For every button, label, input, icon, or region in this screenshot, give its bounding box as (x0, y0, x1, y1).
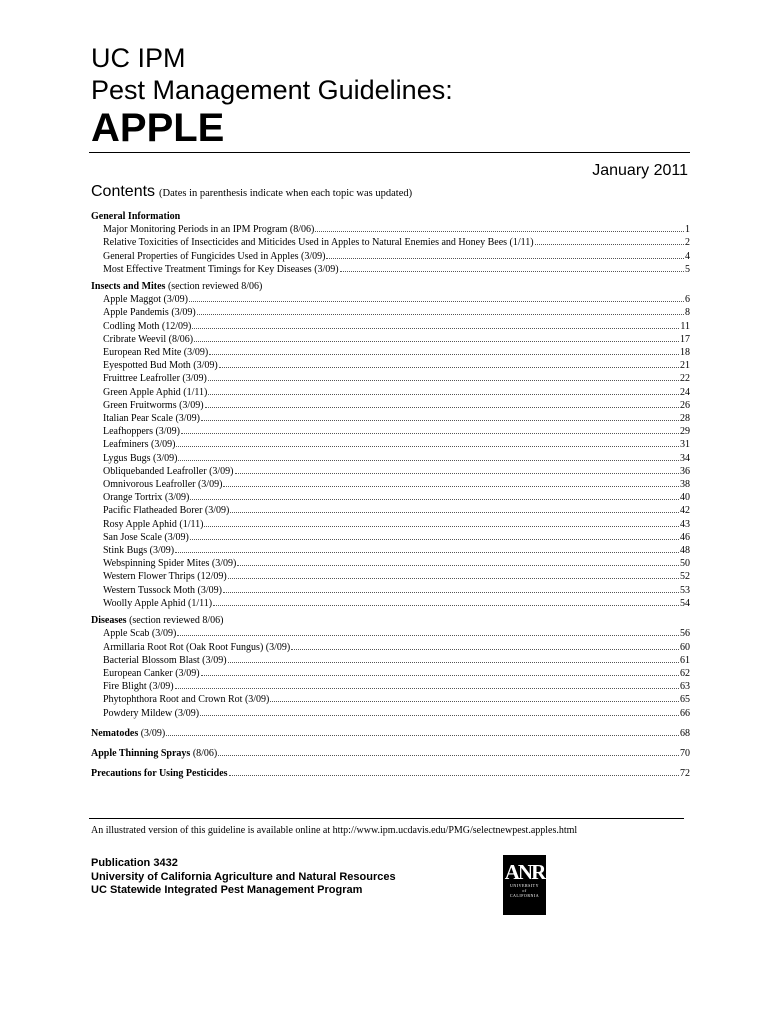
section-note: (section reviewed 8/06) (167, 281, 263, 293)
leader-dots (201, 667, 679, 676)
toc-entry-page: 66 (680, 707, 690, 719)
publication-number: Publication 3432 (91, 857, 178, 869)
toc-entry-page: 68 (680, 727, 690, 739)
toc-entry[interactable] (91, 518, 690, 531)
toc-section-heading (91, 280, 690, 293)
toc-entry-label: Stink Bugs (3/09) (103, 545, 175, 557)
toc-entry[interactable] (91, 223, 690, 236)
leader-dots (326, 250, 684, 259)
toc-entry[interactable] (91, 236, 690, 249)
toc-entry-label (91, 747, 217, 760)
toc-entry-label: Bacterial Blossom Blast (3/09) (103, 654, 227, 666)
toc-entry-page: 43 (680, 518, 690, 530)
toc-entry-page: 72 (680, 768, 690, 780)
toc-entry-page: 2 (685, 237, 690, 249)
toc-entry-page: 21 (680, 360, 690, 372)
toc-entry-page: 40 (680, 492, 690, 504)
leader-dots (535, 236, 684, 245)
leader-dots (229, 767, 679, 776)
section-heading-text: General Information (91, 211, 181, 222)
logo-of: of (522, 888, 527, 893)
leader-dots (235, 465, 679, 474)
toc-entry[interactable] (91, 747, 690, 760)
toc-entry[interactable] (91, 557, 690, 570)
toc-entry[interactable] (91, 250, 690, 263)
toc-entry-label: Codling Moth (12/09) (103, 320, 192, 332)
toc-entry-page: 34 (680, 452, 690, 464)
toc-entry-label: Green Fruitworms (3/09) (103, 399, 204, 411)
toc-entry-label: Western Flower Thrips (12/09) (103, 571, 227, 583)
leader-dots (209, 346, 679, 355)
toc-entry[interactable] (91, 727, 690, 740)
leader-dots (205, 399, 679, 408)
toc-entry-label: Powdery Mildew (3/09) (103, 707, 200, 719)
title-uc-ipm: UC IPM (91, 43, 186, 73)
toc-entry-label: Pacific Flatheaded Borer (3/09) (103, 505, 230, 517)
toc-entry-label: Apple Scab (3/09) (103, 628, 177, 640)
toc-entry[interactable] (91, 372, 690, 385)
toc-entry[interactable] (91, 707, 690, 720)
leader-dots (223, 478, 679, 487)
toc-entry-page: 63 (680, 681, 690, 693)
toc-entry[interactable] (91, 333, 690, 346)
toc-entry[interactable] (91, 359, 690, 372)
toc-entry-label: Cribrate Weevil (8/06) (103, 333, 194, 345)
leader-dots (204, 518, 679, 527)
toc-section-heading (91, 614, 690, 627)
toc-entry-page: 60 (680, 641, 690, 653)
online-version-note: An illustrated version of this guideline is available online at http://www.ipm.ucdavis.edu/PMG/selectnewpest.apples.html (91, 825, 578, 836)
leader-dots (194, 333, 679, 342)
toc-entry-page: 42 (680, 505, 690, 517)
toc-entry[interactable] (91, 693, 690, 706)
toc-entry-label (91, 767, 228, 780)
toc-entry-label: Apple Maggot (3/09) (103, 294, 188, 306)
toc-entry-date: (3/09) (140, 727, 166, 739)
toc-entry-label: Woolly Apple Aphid (1/11) (103, 597, 213, 609)
toc-entry-label: General Properties of Fungicides Used in Apples (3/09) (103, 250, 326, 262)
toc-entry[interactable] (91, 667, 690, 680)
leader-dots (213, 597, 679, 606)
toc-entry-label: Armillaria Root Rot (Oak Root Fungus) (3/09) (103, 641, 291, 653)
toc-entry-page: 70 (680, 747, 690, 759)
toc-entry-page: 53 (680, 584, 690, 596)
toc-entry-label: Apple Pandemis (3/09) (103, 307, 196, 319)
toc-entry[interactable] (91, 491, 690, 504)
organization-ipm: UC Statewide Integrated Pest Management Program (91, 884, 363, 896)
toc-entry-page: 28 (680, 413, 690, 425)
toc-entry-date: (8/06) (192, 747, 218, 759)
toc-entry-page: 46 (680, 531, 690, 543)
toc-entry-label: Orange Tortrix (3/09) (103, 492, 190, 504)
toc-entry-label: Relative Toxicities of Insecticides and Miticides Used in Apples to Natural Enemies and Honey Bees (1/11) (103, 237, 534, 249)
toc-entry[interactable] (91, 293, 690, 306)
leader-dots (175, 680, 679, 689)
toc-entry[interactable] (91, 263, 690, 276)
toc-entry[interactable] (91, 627, 690, 640)
toc-entry-page: 26 (680, 399, 690, 411)
toc-entry-page: 5 (685, 263, 690, 275)
toc-entry-page: 65 (680, 694, 690, 706)
contents-note: (Dates in parenthesis indicate when each topic was updated) (159, 188, 413, 199)
section-heading-text: Diseases (91, 615, 127, 627)
leader-dots (228, 654, 679, 663)
logo-california: CALIFORNIA (509, 893, 540, 898)
leader-dots (176, 438, 679, 447)
toc-section-heading (91, 210, 690, 223)
toc-entry-page: 56 (680, 628, 690, 640)
toc-entry[interactable] (91, 654, 690, 667)
toc-entry-label: Omnivorous Leafroller (3/09) (103, 479, 223, 491)
toc-entry-label: Green Apple Aphid (1/11) (103, 386, 208, 398)
toc-entry-label: Western Tussock Moth (3/09) (103, 584, 222, 596)
leader-dots (192, 320, 679, 329)
toc-entry-label: Leafhoppers (3/09) (103, 426, 180, 438)
toc-entry[interactable] (91, 570, 690, 583)
title-apple: APPLE (91, 106, 225, 150)
toc-entry-page: 61 (680, 654, 690, 666)
toc-entry-label: Fruittree Leafroller (3/09) (103, 373, 207, 385)
toc-entry[interactable] (91, 320, 690, 333)
leader-dots (208, 372, 679, 381)
toc-entry[interactable] (91, 584, 690, 597)
toc-entry[interactable] (91, 767, 690, 780)
leader-dots (190, 531, 679, 540)
contents-heading (91, 183, 412, 201)
toc-entry[interactable] (91, 597, 690, 610)
contents-title: Contents (91, 183, 156, 200)
toc-entry-label: Leafminers (3/09) (103, 439, 176, 451)
toc-entry-label: Webspinning Spider Mites (3/09) (103, 558, 237, 570)
toc-entry-page: 17 (680, 333, 690, 345)
toc-entry-page: 18 (680, 347, 690, 359)
toc-entry-label: Eyespotted Bud Moth (3/09) (103, 360, 218, 372)
section-note: (section reviewed 8/06) (129, 615, 224, 627)
toc-entry-label: San Jose Scale (3/09) (103, 531, 189, 543)
toc-entry-page: 4 (685, 250, 690, 262)
leader-dots (189, 293, 684, 302)
toc-entry-label: Major Monitoring Periods in an IPM Program (8/06) (103, 224, 315, 236)
toc-entry-label: Lygus Bugs (3/09) (103, 452, 178, 464)
toc-entry-title: Nematodes (91, 727, 139, 739)
publication-info (91, 857, 396, 898)
toc-entry-label: European Red Mite (3/09) (103, 347, 209, 359)
toc-entry-label: European Canker (3/09) (103, 667, 200, 679)
logo-university: UNIVERSITY (510, 883, 539, 888)
leader-dots (218, 747, 679, 756)
toc-entry-label (91, 727, 165, 740)
toc-entry-page: 62 (680, 667, 690, 679)
section-heading-text: Insects and Mites (91, 281, 166, 293)
title-pest-management-guidelines: Pest Management Guidelines: (91, 75, 453, 105)
toc-entry[interactable] (91, 386, 690, 399)
leader-dots (230, 504, 679, 513)
toc-entry-page: 29 (680, 426, 690, 438)
toc-entry-label: Most Effective Treatment Timings for Key Diseases (3/09) (103, 263, 339, 275)
toc-entry-label: Rosy Apple Aphid (1/11) (103, 518, 204, 530)
toc-entry-page: 6 (685, 294, 690, 306)
toc-entry[interactable] (91, 531, 690, 544)
leader-dots (178, 452, 679, 461)
toc-entry-page: 38 (680, 479, 690, 491)
footer-divider (89, 818, 684, 819)
toc-entry[interactable] (91, 399, 690, 412)
leader-dots (175, 544, 679, 553)
toc-entry-page: 48 (680, 545, 690, 557)
toc-entry-page: 11 (680, 320, 690, 332)
leader-dots (181, 425, 679, 434)
toc-entry-page: 54 (680, 597, 690, 609)
toc-entry-page: 36 (680, 465, 690, 477)
leader-dots (315, 223, 684, 232)
leader-dots (228, 570, 679, 579)
toc-entry-title: Precautions for Using Pesticides (91, 768, 228, 780)
leader-dots (219, 359, 679, 368)
leader-dots (201, 412, 679, 421)
leader-dots (200, 707, 679, 716)
toc-entry-page: 50 (680, 558, 690, 570)
toc-entry-label: Italian Pear Scale (3/09) (103, 413, 200, 425)
toc-entry[interactable] (91, 504, 690, 517)
toc-entry[interactable] (91, 544, 690, 557)
leader-dots (291, 641, 679, 650)
leader-dots (270, 693, 679, 702)
toc-entry-label: Fire Blight (3/09) (103, 681, 174, 693)
organization-anr: University of California Agriculture and Natural Resources (91, 870, 396, 883)
toc-entry-title: Apple Thinning Sprays (91, 747, 191, 759)
header-divider (89, 152, 690, 153)
leader-dots (237, 557, 679, 566)
toc-entry[interactable] (91, 478, 690, 491)
table-of-contents (91, 210, 690, 780)
leader-dots (340, 263, 684, 272)
leader-dots (223, 584, 679, 593)
toc-entry-label: Phytophthora Root and Crown Rot (3/09) (103, 694, 270, 706)
toc-entry[interactable] (91, 425, 690, 438)
toc-entry[interactable] (91, 641, 690, 654)
toc-entry[interactable] (91, 680, 690, 693)
anr-logo (503, 855, 546, 915)
leader-dots (166, 727, 679, 736)
toc-entry[interactable] (91, 465, 690, 478)
toc-entry[interactable] (91, 306, 690, 319)
toc-entry-page: 31 (680, 439, 690, 451)
toc-entry-page: 24 (680, 386, 690, 398)
leader-dots (197, 306, 684, 315)
toc-entry[interactable] (91, 346, 690, 359)
leader-dots (190, 491, 679, 500)
leader-dots (177, 627, 679, 636)
toc-entry-label: Obliquebanded Leafroller (3/09) (103, 465, 234, 477)
toc-entry-page: 52 (680, 571, 690, 583)
toc-entry-page: 1 (685, 224, 690, 236)
leader-dots (208, 386, 679, 395)
toc-entry[interactable] (91, 412, 690, 425)
logo-letters: ANR (504, 860, 545, 884)
publication-date: January 2011 (592, 162, 688, 179)
toc-entry[interactable] (91, 452, 690, 465)
toc-entry-page: 8 (685, 307, 690, 319)
toc-entry[interactable] (91, 438, 690, 451)
toc-entry-page: 22 (680, 373, 690, 385)
